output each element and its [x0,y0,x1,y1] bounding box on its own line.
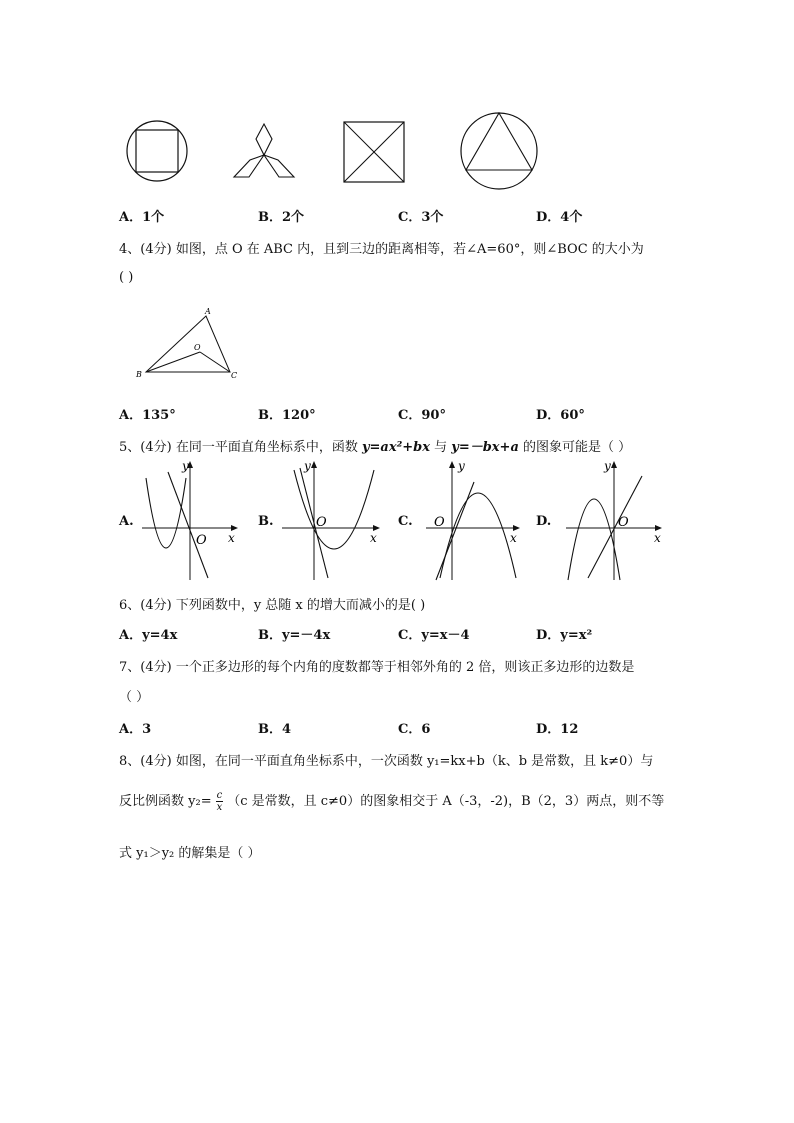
q5-option-c[interactable]: C. [398,514,413,529]
q8-line2-suffix: （c 是常数，且 c≠0）的图象相交于 A（-3，-2)，B（2，3）两点，则不等 [227,794,665,809]
svg-text:O: O [618,515,629,530]
fraction-denominator: x [216,802,223,813]
q5-graph-d [564,458,668,584]
vertex-b-label: B [136,370,142,379]
q5-graph-a [138,458,242,584]
q4-triangle-figure [134,304,244,384]
q6-option-b[interactable]: B．y=－4x [258,628,331,643]
vertex-c-label: C [231,371,238,380]
q5-function-1: y=ax²+bx [361,440,430,455]
q5-function-2: y=－bx+a [451,440,519,455]
q3-figure-circle-triangle [458,110,540,192]
q7-stem-line1: 7、(4分) 一个正多边形的每个内角的度数都等于相邻外角的 2 倍，则该正多边形的边数是 [119,660,635,675]
q6-option-a[interactable]: A．y=4x [119,628,178,643]
q7-option-a[interactable]: A．3 [119,722,152,737]
q5-option-b[interactable]: B. [258,514,274,529]
q5-graph-c [424,458,528,584]
q5-stem-prefix: 5、(4分) 在同一平面直角坐标系中，函数 [119,440,362,455]
q8-stem-line2 [119,790,664,813]
fraction-numerator: c [216,790,223,801]
svg-text:y: y [182,459,189,473]
point-o-label: O [194,343,201,352]
q4-option-b[interactable]: B．120° [258,408,316,423]
q4-stem-line2: ( ) [119,270,134,285]
svg-text:y: y [604,459,611,473]
q3-figure-circle-square [124,118,190,184]
q3-option-b[interactable]: B．2个 [258,210,305,225]
svg-text:x: x [510,531,517,545]
svg-text:x: x [654,531,661,545]
vertex-a-label: A [205,307,211,316]
q3-option-d[interactable]: D．4个 [536,210,583,225]
q8-stem-line1: 8、(4分) 如图，在同一平面直角坐标系中，一次函数 y₁=kx+b（k、b 是常数，且 k≠0）与 [119,754,654,769]
q5-option-a[interactable]: A. [119,514,134,529]
q7-option-b[interactable]: B．4 [258,722,292,737]
q3-option-a[interactable]: A．1个 [119,210,165,225]
q8-line2-prefix: 反比例函数 y₂= [119,794,212,809]
q8-stem-line3: 式 y₁＞y₂ 的解集是（ ） [119,846,261,861]
svg-text:x: x [370,531,377,545]
svg-text:O: O [196,533,207,548]
q7-option-d[interactable]: D．12 [536,722,579,737]
q4-option-d[interactable]: D．60° [536,408,585,423]
q5-option-d[interactable]: D. [536,514,552,529]
q4-option-c[interactable]: C．90° [398,408,446,423]
q4-stem-line1: 4、(4分) 如图，点 O 在 ABC 内，且到三边的距离相等，若∠A=60°，则∠BOC 的大小为 [119,242,644,257]
q3-figure-three-rhombi [232,122,302,180]
q7-stem-line2: （ ） [119,690,150,705]
svg-text:y: y [304,459,311,473]
svg-text:x: x [228,531,235,545]
q5-stem-suffix: 的图象可能是（ ） [518,440,632,455]
q6-option-c[interactable]: C．y=x－4 [398,628,470,643]
q4-option-a[interactable]: A．135° [119,408,176,423]
q6-stem: 6、(4分) 下列函数中，y 总随 x 的增大而减小的是( ) [119,598,426,613]
q3-figure-square-diagonals [342,120,406,184]
q5-stem [119,436,631,455]
q6-option-d[interactable]: D．y=x² [536,628,593,643]
c-over-x-fraction [216,790,224,813]
svg-text:O: O [316,515,327,530]
q5-graph-b [280,458,384,584]
q7-option-c[interactable]: C．6 [398,722,431,737]
q5-stem-mid: 与 [430,440,452,455]
svg-text:y: y [458,459,465,473]
q3-option-c[interactable]: C．3个 [398,210,444,225]
svg-text:O: O [434,515,445,530]
